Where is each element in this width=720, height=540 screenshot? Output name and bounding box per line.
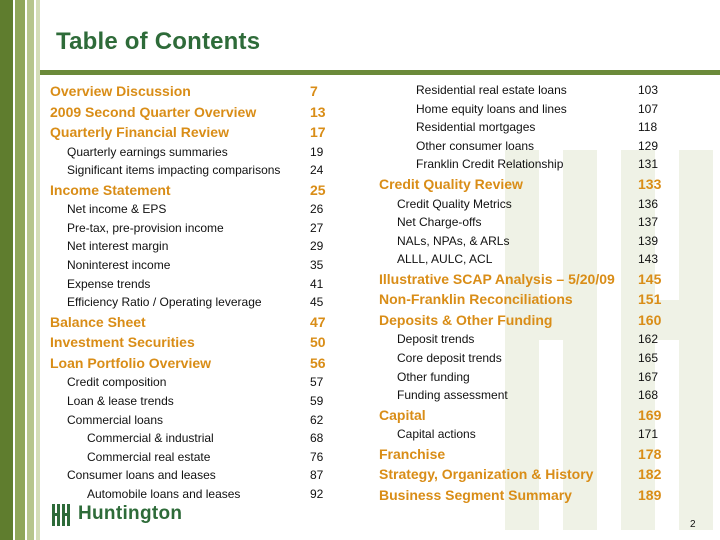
toc-entry-page: 167 — [638, 369, 659, 384]
toc-entry-label: Non-Franklin Reconciliations — [379, 291, 573, 308]
toc-entry-label: Balance Sheet — [50, 313, 146, 330]
toc-entry-page: 133 — [638, 176, 662, 192]
toc-entry-label: Commercial & industrial — [87, 431, 214, 446]
toc-entry-label: Capital — [379, 406, 426, 423]
toc-entry-page: 107 — [638, 101, 659, 116]
toc-entry-page: 189 — [638, 486, 662, 503]
toc-entry-label: Pre-tax, pre-provision income — [67, 220, 224, 235]
toc-entry-label: Other funding — [397, 369, 470, 384]
toc-entry-page: 35 — [310, 258, 324, 272]
toc-entry-page: 7 — [310, 83, 318, 99]
toc-entry-page: 26 — [310, 202, 324, 217]
toc-entry-page: 56 — [310, 354, 326, 371]
left-stripe-1 — [0, 0, 13, 540]
toc-entry-page: 41 — [310, 276, 324, 291]
toc-entry-page: 62 — [310, 412, 324, 427]
toc-entry-label: Efficiency Ratio / Operating leverage — [67, 295, 262, 310]
toc-entry-page: 165 — [638, 351, 659, 365]
toc-entry-label: Commercial real estate — [87, 449, 211, 464]
toc-entry-page: 57 — [310, 375, 324, 390]
toc-entry-label: Noninterest income — [67, 258, 171, 272]
toc-entry-page: 103 — [638, 83, 659, 97]
toc-entry-page: 13 — [310, 103, 326, 120]
toc-entry-page: 137 — [638, 215, 659, 230]
toc-entry-label: 2009 Second Quarter Overview — [50, 103, 257, 120]
toc-entry-page: 92 — [310, 486, 324, 501]
left-stripe-2 — [15, 0, 25, 540]
toc-entry-label: Commercial loans — [67, 412, 164, 427]
toc-entry-page: 178 — [638, 445, 662, 462]
toc-entry-page: 17 — [310, 124, 326, 140]
toc-entry-label: Other consumer loans — [416, 138, 535, 153]
toc-entry-page: 24 — [310, 163, 324, 178]
left-stripe-4 — [36, 0, 40, 540]
toc-entry-label: Net interest margin — [67, 239, 169, 254]
title-divider — [40, 70, 720, 75]
toc-entry-page: 129 — [638, 138, 659, 153]
toc-entry-page: 143 — [638, 252, 659, 267]
page-title: Table of Contents — [56, 28, 261, 55]
toc-entry-label: Net Charge-offs — [397, 215, 482, 230]
toc-entry-page: 59 — [310, 393, 324, 408]
toc-entry-label: Core deposit trends — [397, 351, 502, 365]
toc-entry-page: 27 — [310, 220, 324, 235]
toc-entry-page: 118 — [638, 120, 658, 135]
huntington-logo-mark-icon — [52, 504, 74, 526]
toc-entry-page: 19 — [310, 144, 324, 159]
toc-entry-label: Expense trends — [67, 276, 151, 291]
toc-entry-label: Funding assessment — [397, 388, 508, 403]
toc-entry-label: ALLL, AULC, ACL — [397, 252, 493, 267]
toc-entry-page: 145 — [638, 270, 662, 287]
left-stripe-3 — [27, 0, 34, 540]
toc-entry-label: Illustrative SCAP Analysis – 5/20/09 — [379, 270, 615, 287]
toc-entry-label: Net income & EPS — [67, 202, 167, 217]
toc-entry-page: 171 — [638, 427, 659, 442]
toc-entry-page: 29 — [310, 239, 324, 254]
toc-entry-label: Deposit trends — [397, 332, 475, 347]
toc-entry-page: 169 — [638, 406, 662, 423]
toc-entry-page: 68 — [310, 431, 324, 446]
toc-entry-page: 47 — [310, 313, 326, 330]
toc-entry-label: Automobile loans and leases — [87, 486, 241, 501]
toc-entry-page: 139 — [638, 233, 659, 248]
toc-entry-label: Business Segment Summary — [379, 486, 572, 503]
toc-entry-page: 136 — [638, 196, 659, 211]
toc-entry-label: Quarterly Financial Review — [50, 124, 229, 140]
toc-entry-page: 87 — [310, 468, 324, 483]
toc-entry-label: Strategy, Organization & History — [379, 466, 594, 483]
toc-entry-page: 182 — [638, 466, 662, 483]
toc-entry-page: 25 — [310, 181, 326, 198]
toc-entry-page: 162 — [638, 332, 659, 347]
toc-entry-label: Loan Portfolio Overview — [50, 354, 212, 371]
toc-entry-page: 50 — [310, 334, 326, 351]
toc-entry-label: Deposits & Other Funding — [379, 311, 553, 328]
toc-entry-label: Income Statement — [50, 181, 171, 198]
logo-wordmark: Huntington — [78, 503, 183, 524]
toc-entry-label: Investment Securities — [50, 334, 195, 351]
toc-entry-label: Quarterly earnings summaries — [67, 144, 228, 159]
toc-entry-label: Franchise — [379, 445, 446, 462]
toc-entry-label: Significant items impacting comparisons — [67, 163, 281, 178]
toc-entry-page: 168 — [638, 388, 659, 403]
toc-entry-label: Credit composition — [67, 375, 167, 390]
toc-entry-label: Loan & lease trends — [67, 393, 174, 408]
toc-entry-label: Consumer loans and leases — [67, 468, 216, 483]
toc-entry-label: Franklin Credit Relationship — [416, 157, 564, 172]
toc-entry-page: 76 — [310, 449, 324, 464]
toc-entry-label: Overview Discussion — [50, 83, 191, 99]
toc-entry-label: Credit Quality Metrics — [397, 196, 512, 211]
toc-entry-label: Home equity loans and lines — [416, 101, 567, 116]
toc-entry-page: 45 — [310, 295, 324, 310]
toc-entry-page: 160 — [638, 311, 662, 328]
toc-entry-label: NALs, NPAs, & ARLs — [397, 233, 510, 248]
page-number: 2 — [690, 519, 696, 530]
toc-entry-label: Capital actions — [397, 427, 476, 442]
toc-entry-label: Credit Quality Review — [379, 176, 523, 192]
toc-entry-label: Residential mortgages — [416, 120, 536, 135]
toc-entry-page: 151 — [638, 291, 662, 308]
toc-entry-page: 131 — [638, 157, 659, 172]
toc-entry-label: Residential real estate loans — [416, 83, 567, 97]
